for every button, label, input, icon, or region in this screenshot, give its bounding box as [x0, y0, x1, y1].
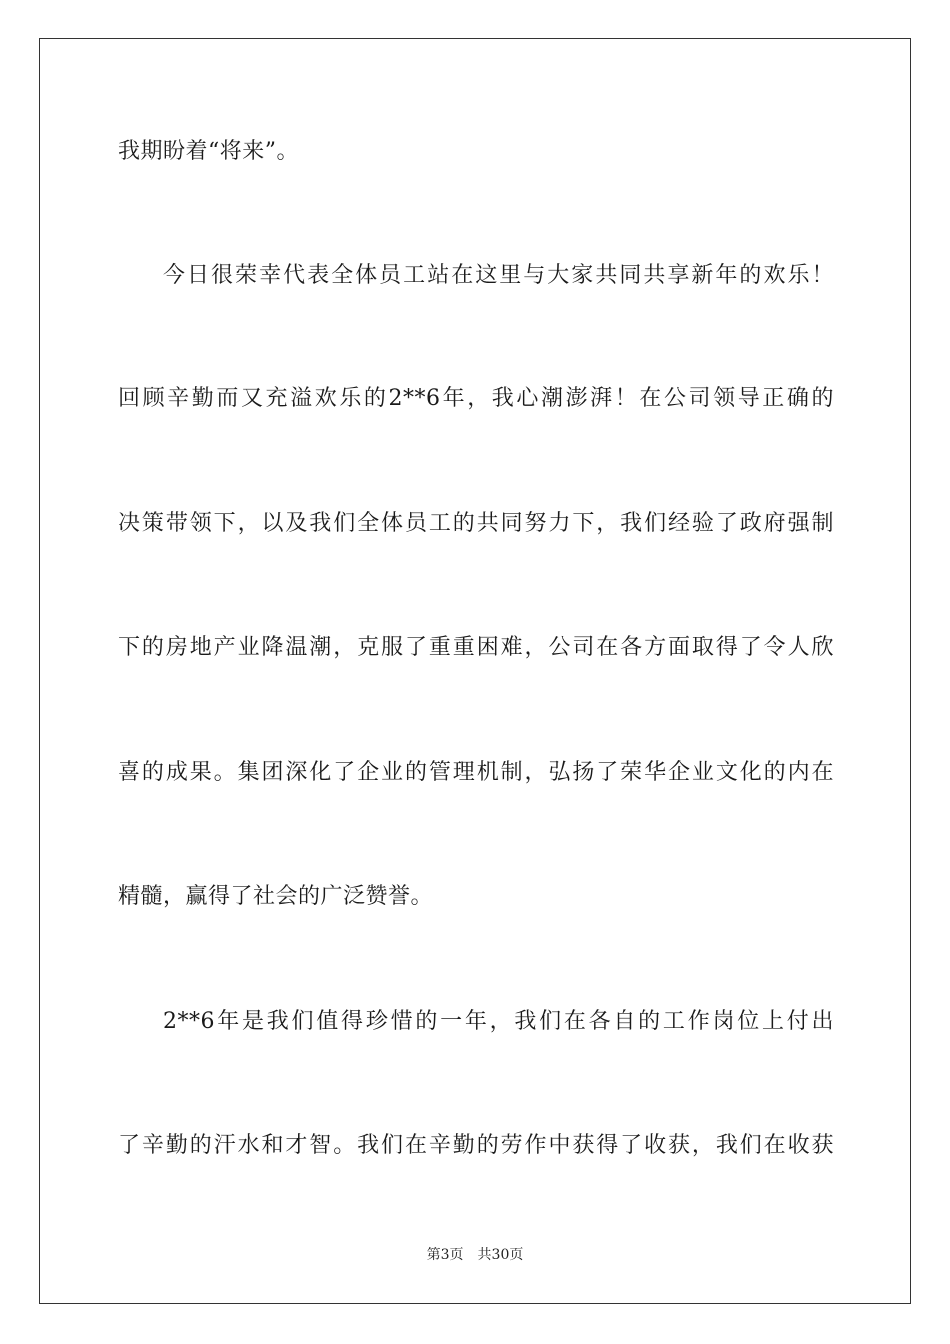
page-footer — [0, 1246, 950, 1264]
paragraph-line: 回顾辛勤而又充溢欢乐的2**6年，我心潮澎湃！在公司领导正确的 — [118, 386, 834, 411]
paragraph-line: 决策带领下，以及我们全体员工的共同努力下，我们经验了政府强制 — [118, 511, 834, 536]
paragraph-line: 2**6年是我们值得珍惜的一年，我们在各自的工作岗位上付出 — [163, 1009, 834, 1034]
total-pages: 共30页 — [477, 1247, 524, 1263]
paragraph-line: 喜的成果。集团深化了企业的管理机制，弘扬了荣华企业文化的内在 — [118, 760, 834, 785]
paragraph-line: 今日很荣幸代表全体员工站在这里与大家共同共享新年的欢乐！ — [163, 263, 834, 288]
page-border — [39, 38, 911, 1304]
paragraph-line: 下的房地产业降温潮，克服了重重困难，公司在各方面取得了令人欣 — [118, 635, 834, 660]
page-number: 第3页 — [426, 1247, 464, 1263]
paragraph-line: 我期盼着“将来”。 — [118, 139, 299, 164]
paragraph-line: 精髓，赢得了社会的广泛赞誉。 — [118, 884, 434, 909]
paragraph-line: 了辛勤的汗水和才智。我们在辛勤的劳作中获得了收获，我们在收获 — [118, 1133, 834, 1158]
